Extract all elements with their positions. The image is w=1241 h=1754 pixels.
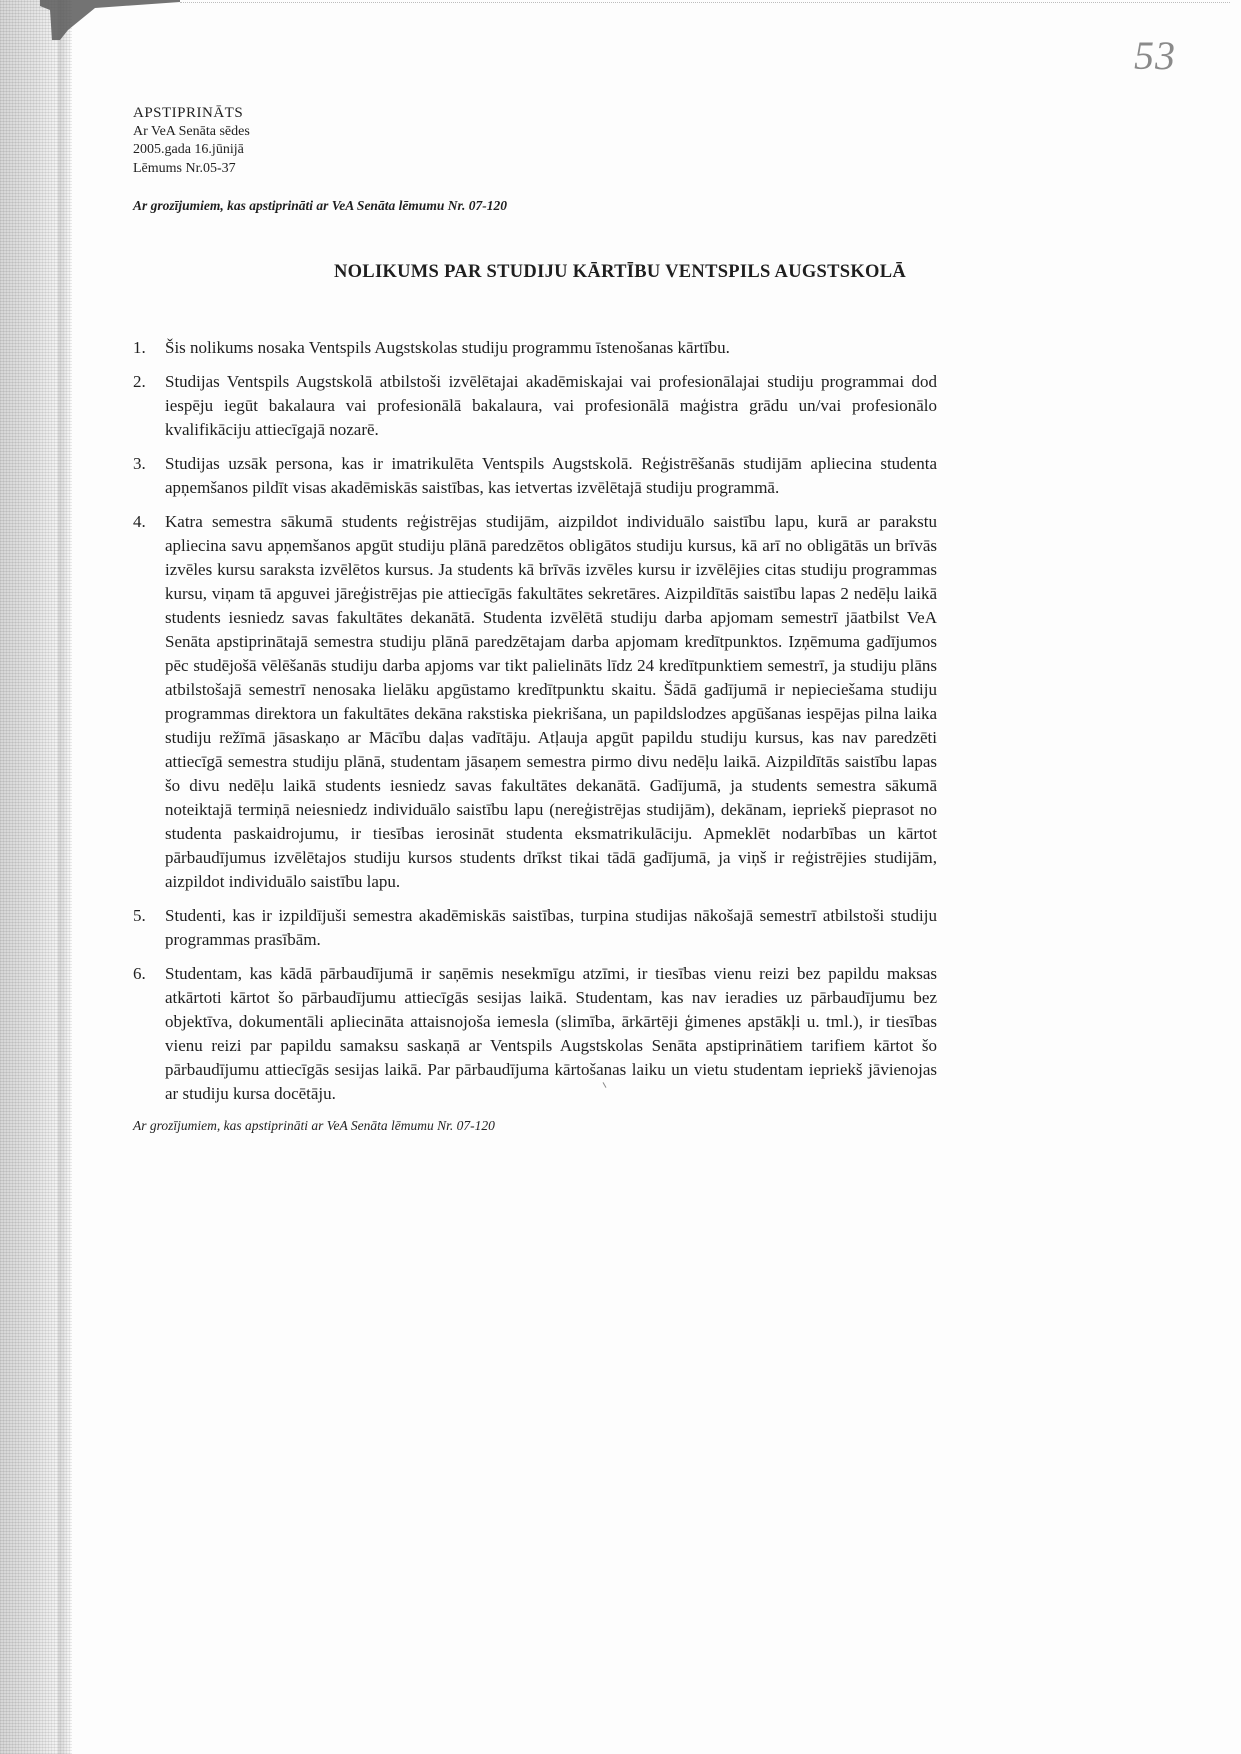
document-title: NOLIKUMS PAR STUDIJU KĀRTĪBU VENTSPILS AUGSTSKOLĀ <box>333 262 907 282</box>
approval-line: Ar VeA Senāta sēdes <box>133 123 250 139</box>
item-number: 2. <box>133 372 146 391</box>
item-text: Studentam, kas kādā pārbaudījumā ir saņēmis nesekmīgu atzīmi, ir tiesības vienu reizi bez papildu maksas atkārtoti kārtot šo pārbaudījumu attiecīgās sesijas laikā. Studentam, kas nav ieradies uz pārbaudījumu bez objektīva, dokumentāli apliecināta attaisnojoša iemesla (slimība, ārkārtēji ģimenes apstākļi u. tml.), ir tiesības vienu reizi par papildu samaksu saskaņā ar Ventspils Augstskolas Senāta apstiprinātiem tarifiem kārtot šo pārbaudījumu attiecīgās sesijas laikā. Par pārbaudījuma kārtošanas laiku un vietu studentam iepriekš jāvienojas ar studiju kursa docētāju. <box>165 964 937 1103</box>
list-item <box>133 904 937 952</box>
item-number: 3. <box>133 454 146 473</box>
list-item <box>133 510 937 894</box>
item-text: Šis nolikums nosaka Ventspils Augstskolas studiju programmu īstenošanas kārtību. <box>165 338 730 357</box>
item-text: Studenti, kas ir izpildījuši semestra akadēmiskās saistības, turpina studijas nākošajā semestrī atbilstoši studiju programmas prasībām. <box>165 906 937 949</box>
item-number: 4. <box>133 512 146 531</box>
approval-line: Lēmums Nr.05-37 <box>133 160 236 176</box>
regulation-list <box>133 336 937 1116</box>
scan-corner-mark <box>0 0 180 40</box>
item-number: 6. <box>133 964 146 983</box>
amendment-note-bottom: Ar grozījumiem, kas apstiprināti ar VeA Senāta lēmumu Nr. 07-120 <box>133 1118 495 1133</box>
approval-line: APSTIPRINĀTS <box>133 105 244 121</box>
binding-edge <box>58 0 72 1754</box>
list-item <box>133 370 937 442</box>
amendment-note-top: Ar grozījumiem, kas apstiprināti ar VeA Senāta lēmumu Nr. 07-120 <box>133 198 507 213</box>
list-item <box>133 452 937 500</box>
list-item <box>133 962 937 1106</box>
item-text: Studijas uzsāk persona, kas ir imatrikulēta Ventspils Augstskolā. Reģistrēšanās studijām apliecina studenta apņemšanos pildīt visas akadēmiskās saistības, kas ietvertas izvēlētajā studiju programmā. <box>165 454 937 497</box>
item-number: 1. <box>133 338 146 357</box>
page-number: 53 <box>1134 33 1176 78</box>
item-number: 5. <box>133 906 146 925</box>
list-item <box>133 336 937 360</box>
approval-line: 2005.gada 16.jūnijā <box>133 142 244 157</box>
item-text: Studijas Ventspils Augstskolā atbilstoši izvēlētajai akadēmiskajai vai profesionālajai studiju programmai dod iespēju iegūt bakalaura vai profesionālā bakalaura, vai profesionālā maģistra grādu un/vai profesionālo kvalifikāciju attiecīgajā nozarē. <box>165 372 937 439</box>
item-text: Katra semestra sākumā students reģistrējas studijām, aizpildot individuālo saistību lapu, kurā ar parakstu apliecina savu apņemšanos apgūt studiju plānā paredzētos obligātos studiju kursus, kā arī no obligātās un brīvās izvēles kursu saraksta izvēlētos kursus. Ja students kā brīvās izvēles kursu ir izvēlējies citas studiju programmas kursu, viņam tā apguvei jāreģistrējas pie attiecīgās fakultātes sekretāres. Aizpildītās saistību lapas 2 nedēļu laikā students iesniedz savas fakultātes dekanātā. Studenta izvēlētā studiju darba apjomam semestrī jāatbilst VeA Senāta apstiprinātajā semestra studiju plānā paredzētajam darba apjomam kredītpunktos. Izņēmuma gadījumos pēc studējošā vēlēšanās studiju darba apjoms var tikt palielināts līdz 24 kredītpunktiem semestrī, ja studiju plāns atbilstošajā semestrī nenosaka lielāku apgūstamo kredītpunktu skaitu. Šādā gadījumā ir nepieciešama studiju programmas direktora un fakultātes dekāna rakstiska piekrišana, un papildslodzes apgūšanas iespējas pilna laika studiju režīmā jāsaskaņo ar Mācību daļas vadītāju. Atļauja apgūt papildu studiju kursus, kas nav paredzēti attiecīgā semestra studiju plānā, studentam jāsaņem semestra pirmo divu nedēļu laikā. Aizpildītās saistību lapas šo divu nedēļu laikā students iesniedz savas fakultātes dekanātā. Gadījumā, ja students semestra sākumā noteiktajā termiņā neiesniedz individuālo saistību lapu (nereģistrējas studijām), dekānam, iepriekš pieprasot no studenta paskaidrojumu, ir tiesības ierosināt studenta eksmatrikulāciju. Apmeklēt nodarbības un kārtot pārbaudījumus izvēlētajos studiju kursos students drīkst tikai tādā gadījumā, ja viņš ir reģistrējies studijām, aizpildot individuālo saistību lapu. <box>165 512 937 891</box>
approval-block <box>133 104 250 178</box>
top-dotted-edge <box>180 2 1230 4</box>
